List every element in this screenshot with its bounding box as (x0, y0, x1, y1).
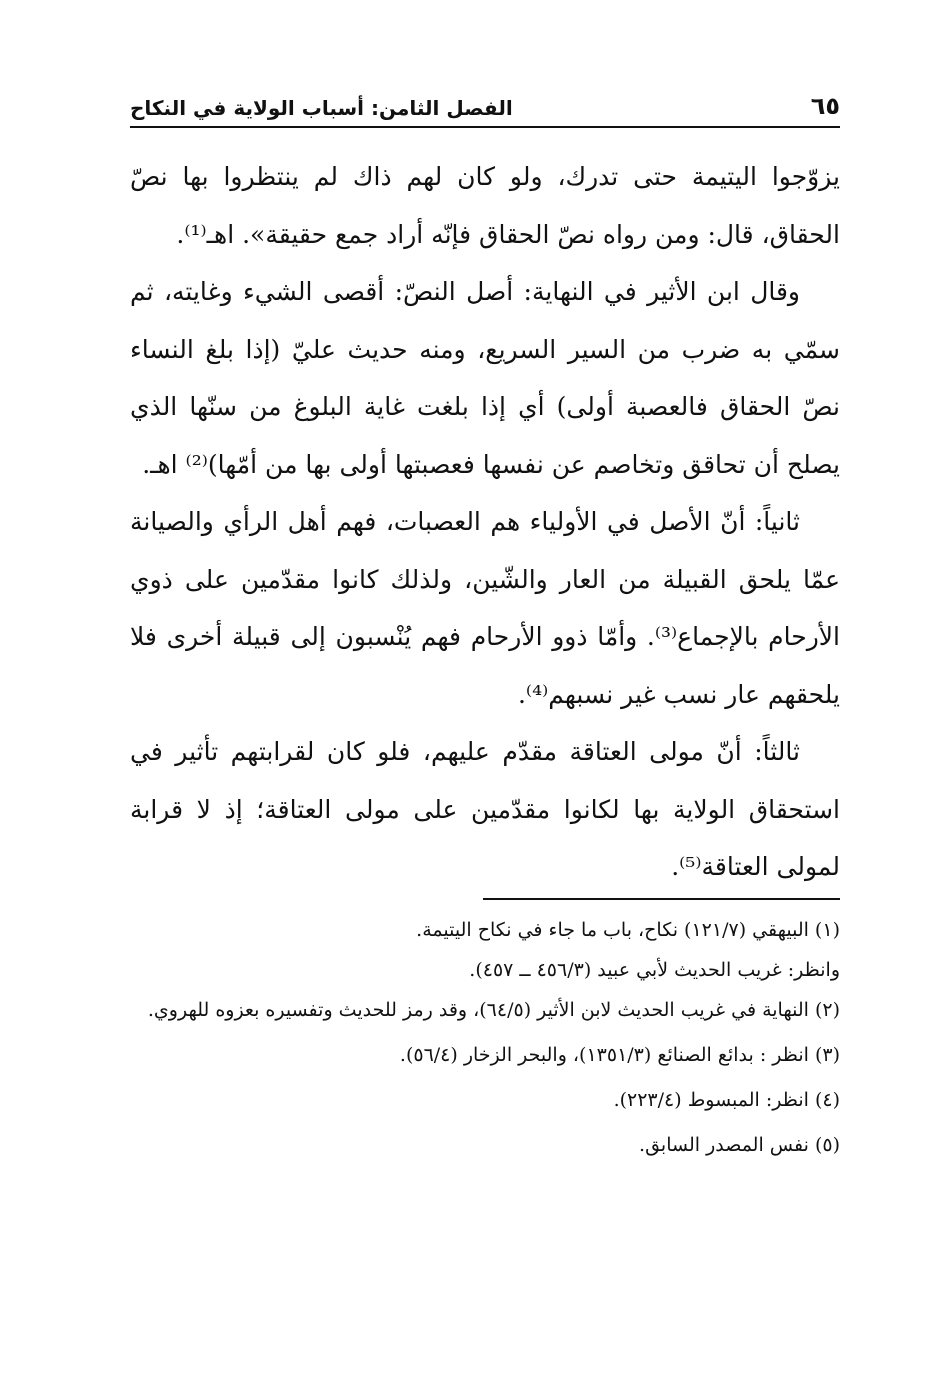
paragraph-1: يزوّجوا اليتيمة حتى تدرك، ولو كان لهم ذاك لم ينتظروا بها نصّ الحقاق، قال: ومن رواه نصّ الحقاق فإنّه أراد جمع حقيقة». اهـ⁽¹⁾. (130, 162, 840, 249)
paragraph-3: ثانياً: أنّ الأصل في الأولياء هم العصبات، فهم أهل الرأي والصيانة عمّا يلحق القبيلة من العار والشّين، ولذلك كانوا مقدّمين على ذوي الأرحام بالإجماع⁽³⁾. وأمّا ذوو الأرحام فهم يُنْسبون إلى قبيلة أخرى فلا يلحقهم عار نسب غير نسبهم⁽⁴⁾. (130, 507, 840, 709)
running-header (130, 90, 840, 128)
chapter-title: الفصل الثامن: أسباب الولاية في النكاح (130, 96, 513, 120)
footnote-1-continuation: وانظر: غريب الحديث لأبي عبيد (٤٥٦/٣ ــ ٤٥٧). (469, 959, 840, 981)
footnote-separator (483, 898, 840, 900)
paragraph-4: ثالثاً: أنّ مولى العتاقة مقدّم عليهم، فلو كان لقرابتهم تأثير في استحقاق الولاية بها لكانوا مقدّمين على مولى العتاقة؛ إذ لا قرابة لمولى العتاقة⁽⁵⁾. (130, 737, 840, 881)
footnote-4: (٤) انظر: المبسوط (٢٢٣/٤). (613, 1089, 840, 1111)
footnote-2: (٢) النهاية في غريب الحديث لابن الأثير (٦٤/٥)، وقد رمز للحديث وتفسيره بعزوه للهروي. (147, 999, 840, 1021)
footnote-5: (٥) نفس المصدر السابق. (639, 1134, 840, 1156)
page-number: ٦٥ (810, 92, 840, 120)
footnotes (130, 910, 840, 1165)
footnote-1: (١) البيهقي (١٢١/٧) نكاح، باب ما جاء في نكاح اليتيمة. (416, 919, 840, 941)
paragraph-2: وقال ابن الأثير في النهاية: أصل النصّ: أقصى الشيء وغايته، ثم سمّي به ضرب من السير السريع، ومنه حديث عليّ (إذا بلغ النساء نصّ الحقاق فالعصبة أولى) أي إذا بلغت غاية البلوغ من سنّها الذي يصلح أن تحاقق وتخاصم عن نفسها فعصبتها أولى بها من أمّها)⁽²⁾ اهـ. (130, 277, 840, 479)
body-text (130, 148, 840, 896)
footnote-3: (٣) انظر : بدائع الصنائع (١٣٥١/٣)، والبحر الزخار (٥٦/٤). (399, 1044, 840, 1066)
